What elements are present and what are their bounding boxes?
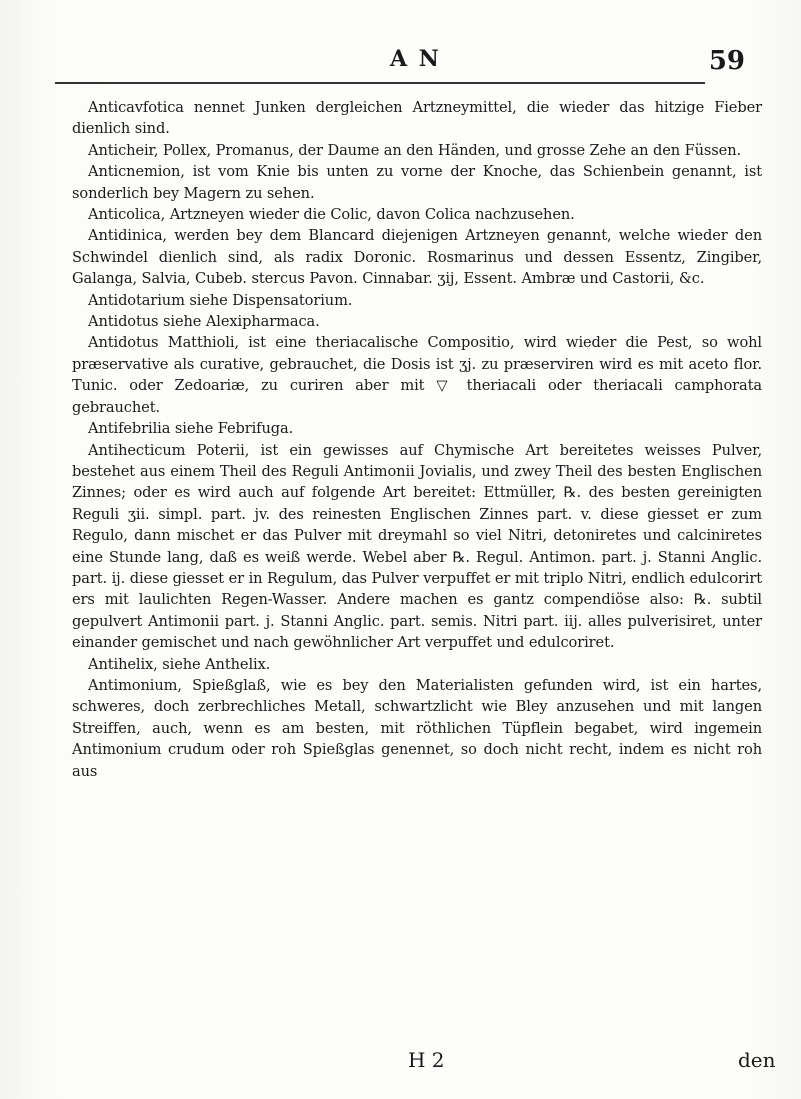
page-number: 59	[708, 46, 745, 76]
running-head: A N	[390, 46, 441, 72]
header-rule	[55, 82, 705, 84]
entry-antidotus-matthioli: Antidotus Matthioli, ist eine theriacalische Compositio, wird wieder die Pest, so wohl præservative als curative, gebrauchet, die Dosis ist ʒj. zu præserviren wird es mit aceto flor. Tunic. oder Zedoariæ, zu curiren aber mit ▽ theriacali oder theriacali camphorata gebrauchet.	[72, 334, 762, 416]
entry-antidotarium: Antidotarium siehe Dispensatorium.	[88, 291, 353, 309]
entry-anticavsotica: Anticavfotica nennet Junken dergleichen Artzneymittel, die wieder das hitzige Fieber dienlich sind.	[72, 99, 762, 138]
page-header	[55, 40, 745, 88]
catchword: den	[738, 1048, 776, 1072]
signature-mark: H 2	[408, 1048, 445, 1072]
entry-anticolica: Anticolica, Artzneyen wieder die Colic, davon Colica nachzusehen.	[88, 206, 575, 224]
dictionary-body	[72, 97, 762, 782]
entry-antifebrilia: Antifebrilia siehe Febrifuga.	[88, 420, 294, 438]
entry-antimonium: Antimonium, Spießglaß, wie es bey den Materialisten gefunden wird, ist ein hartes, schweres, doch zerbrechliches Metall, schwartzlicht wie Bley anzusehen und mit langen Streiffen, auch, wenn es am besten, mit röthlichen Tüpflein begabet, wird ingemein Antimonium crudum oder roh Spießglas genennet, so doch nicht recht, indem es nicht roh aus	[72, 676, 762, 780]
entry-antidinica: Antidinica, werden bey dem Blancard diejenigen Artzneyen genannt, welche wieder den Schwindel dienlich sind, als radix Doronic. Rosmarinus und dessen Essentz, Zingiber, Galanga, Salvia, Cubeb. stercus Pavon. Cinnabar. ʒij, Essent. Ambræ und Castorii, &c.	[72, 227, 762, 288]
entry-anticnemion: Anticnemion, ist vom Knie bis unten zu vorne der Knoche, das Schienbein genannt, ist sonderlich bey Magern zu sehen.	[72, 163, 762, 202]
entry-antidotus: Antidotus siehe Alexipharmaca.	[88, 313, 320, 331]
entry-antihecticum-poterii: Antihecticum Poterii, ist ein gewisses auf Chymische Art bereitetes weisses Pulver, bestehet aus einem Theil des Reguli Antimonii Jovialis, und zwey Theil des besten Englischen Zinnes; oder es wird auch auf folgende Art bereitet: Ettmüller, ℞. des besten gereinigten Reguli ʒii. simpl. part. jv. des reinesten Englischen Zinnes part. v. diese giesset er zum Regulo, dann mischet er das Pulver mit dreymahl so viel Nitri, detoniretes und calciniretes eine Stunde lang, daß es weiß werde. Webel aber ℞. Regul. Antimon. part. j. Stanni Anglic. part. ij. diese giesset er in Regulum, das Pulver verpuffet er mit triplo Nitri, endlich edulcorirt ers mit laulichten Regen-Wasser. Andere machen es gantz compendiöse also: ℞. subtil gepulvert Antimonii part. j. Stanni Anglic. part. semis. Nitri part. iij. alles pulverisiret, unter einander gemischet und nach gewöhnlicher Art verpuffet und edulcoriret.	[72, 441, 762, 652]
page-footer	[0, 1048, 801, 1078]
entry-anticheir: Anticheir, Pollex, Promanus, der Daume an den Händen, und grosse Zehe an den Füssen.	[88, 141, 742, 159]
entry-antihelix: Antihelix, siehe Anthelix.	[88, 655, 271, 673]
